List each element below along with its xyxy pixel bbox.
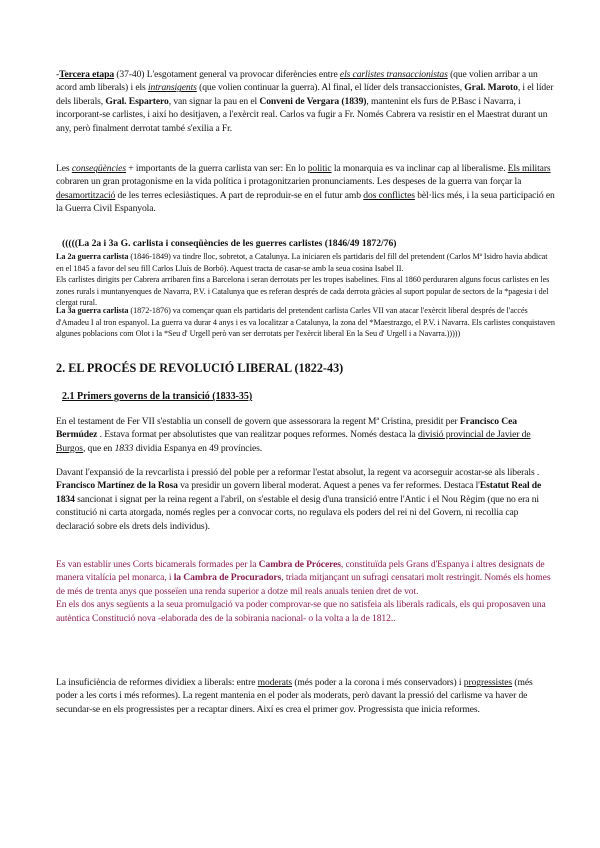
term-consequencies: conseqüències [71, 163, 126, 174]
term-politic: politic [307, 163, 332, 174]
text-run: (1872-1876) va començar quan els partidaris del pretendent carlista Carles VII van atacar l'exèrcit liberal després de l'accés d'Amadeu I al tron espanyol. La guerra va durar 4 anys i es va localitzar a Catalunya, la zona del *Maestrazgo, el P.V. i Navarra. Els carlistes conquistaven algunes poblacions com Olot i la *Seu d' Urgell però van ser derrotats per l'exèrcit liberal En la Seu d' Urgell i a Navarra.))))) [56, 306, 555, 339]
text-run: , i el líder dels liberals, [56, 82, 554, 107]
text-run: (37-40) L'esgotament general va provocar diferències entre [114, 69, 340, 80]
term-year-1833: 1833 [114, 442, 134, 454]
text-run: de les terres eclesiàstiques. A part de reproduir-se en el futur amb [115, 189, 364, 201]
paragraph-2a-guerra-carlista [56, 251, 556, 309]
text-run: bèl·lics més, i la seua participació en la Guerra Civil Espanyola. [56, 189, 555, 215]
term-martinez-de-la-rosa: Francisco Martínez de la Rosa [56, 480, 178, 492]
term-desamortitzacio: desamortització [56, 189, 116, 201]
term-divisio-provincial: divisió provincial de Javier de Burgos [56, 429, 531, 454]
text-run: En els dos anys següents a la seua promulgació va poder comprovar-se que no satisfeia als liberals radicals, els qui proposaven una autèntica Constitució nova -elaborada des de la sobirania nacional- o la volta a la de 1812.. [56, 599, 546, 624]
term-els-militars: Els militars [507, 163, 551, 174]
text-run: sancionat i signat per la reina regent a l'abril, on s'estable el desig d'una transició entre l'Antic i el Nou Règim (que no era ni constitució ni carta atorgada, només regles per a convocar corts, no regulava els poders del rei ni del Govern, ni recollia cap declaració sobre els drets dels individus). [56, 493, 539, 532]
text-run: , van signar la pau en el [168, 95, 260, 107]
term-conveni-de-vergara: Conveni de Vergara (1839) [259, 95, 367, 107]
text-run: , triada mitjançant un sufragi censatari molt restringit. Només els homes de més de trenta anys que posseïen una renda superior a dotze mil reals anuals tenien dret de vot. [56, 572, 551, 597]
paragraph-testament [56, 415, 556, 455]
text-run: , mantenint els furs de P.Basc i Navarra, i incorporant-se carlistes, i així ho desitjaven, a l'exèrcit real. Carlos va fugir a Fr. Només Cabrera va resistir en el Maestrat durant un any, però finalment derrotat també s'exilia a Fr. [56, 95, 548, 134]
term-estatut-real-1834: Estatut Real de 1834 [56, 480, 542, 505]
section-heading: 2. EL PROCÉS DE REVOLUCIÓ LIBERAL (1822-43) [56, 361, 344, 375]
term-dos-conflictes: dos conflictes [363, 189, 415, 201]
text-run: Les [56, 163, 72, 174]
text-run: la monarquia es va inclinar cap al liberalisme. [331, 163, 508, 174]
paragraph-moderats-progressistes [56, 676, 556, 716]
text-run: dividia Espanya en 49 províncies. [133, 442, 263, 454]
text-run: - [56, 69, 60, 80]
text-run: va presidir un govern liberal moderat. Aquest a penes va fer reformes. Destaca l' [177, 480, 480, 492]
term-cambra-proceres: Cambra de Próceres [258, 559, 341, 570]
text-run: cobraren un gran protagonisme en la vida política i protagonitzarien pronunciaments. Les despeses de la guerra van forçar la [56, 176, 522, 188]
paragraph-tercera-etapa [56, 68, 556, 135]
text-run: Es van establir unes Corts bicamerals formades per la [56, 559, 259, 570]
text-run: (més poder a les corts i més reformes). La regent mantenia en el poder als moderats, però davant la pressió del carlisme va haver de secundar-se en els progressistes per a recaptar diners. Així es crea el primer gov. Progressista que inicia reformes. [56, 677, 533, 715]
term-intransigents: intransigents [147, 82, 197, 94]
text-run: En el testament de Fer VII s'establia un consell de govern que assessorara la regent Mª Cristina, presidit per [56, 416, 460, 427]
term-moderats: moderats [257, 677, 293, 688]
paragraph-3a-guerra-carlista [56, 305, 556, 340]
text-run: Els carlistes dirigits per Cabrera arribaren fins a Barcelona i seran derrotats per les tropes isabelines. Fins al 1860 perduraren alguns focus carlistes en les zones rurals i muntanyenques de Navarra, P.V. i Catalunya que es referan després de cada derrota gràcies al suport popular de sectors de la *pagesia i del clergat rural. [56, 275, 550, 308]
text-run: , que en [82, 442, 115, 454]
term-3a-guerra-carlista: La 3a guerra carlista [56, 306, 129, 315]
text-run: (més poder a la corona i més conservadors) i [292, 677, 464, 688]
paragraph-estatut-real [56, 466, 556, 533]
term-cambra-procuradors: la Cambra de Procuradors [173, 572, 282, 584]
term-gral-maroto: Gral. Maroto [464, 82, 518, 94]
paragraph-corts-bicamerals [56, 558, 556, 625]
subsection-heading: 2.1 Primers governs de la transició (1833-35) [62, 391, 253, 402]
subheading-2a-3a-guerra: (((((La 2a i 3a G. carlista i conseqüències de les guerres carlistes (1846/49 1872/76) [62, 238, 397, 249]
text-run: (1846-1849) va tindre lloc, sobretot, a Catalunya. La iniciaren els partidaris del fill del pretendent (Carlos Mª Isidro havia abdicat en el 1845 a favor del seu fill Carlos Lluís de Borbó). Aquest tracta de casar-se amb la seua cosina Isabel II. [56, 252, 548, 273]
term-gral-espartero: Gral. Espartero [105, 95, 169, 107]
term-carlistes-transaccionistas: els carlistes transaccionistas [339, 69, 448, 80]
text-run: (que volien continuar la guerra). Al final, el líder dels transaccionistes, [196, 82, 465, 94]
text-run: . Estava format per absolutistes que van realitzar poques reformes. Només destaca la [97, 429, 418, 441]
text-run: (que volien arribar a un acord amb liberals) i els [56, 69, 538, 94]
text-run: Davant l'expansió de la revcarlista i pressió del poble per a reformar l'estat absolut, la regent va acorseguir acostar-se als liberals . [56, 467, 540, 478]
term-2a-guerra-carlista: La 2a guerra carlista [56, 252, 129, 261]
text-run: La insuficiència de reformes dividiex a liberals: entre [56, 677, 258, 688]
term-cea-bermudez: Francisco Cea Bermúdez [56, 416, 517, 441]
term-progressistes: progressistes [463, 677, 513, 688]
text-run: + importants de la guerra carlista van ser: En lo [125, 163, 308, 174]
paragraph-consequencies [56, 162, 556, 216]
text-run: , constituïda pels Grans d'Espanya i altres designats de manera vitalícia pel monarca, i [56, 559, 545, 584]
term-tercera-etapa: Tercera etapa [59, 69, 115, 80]
